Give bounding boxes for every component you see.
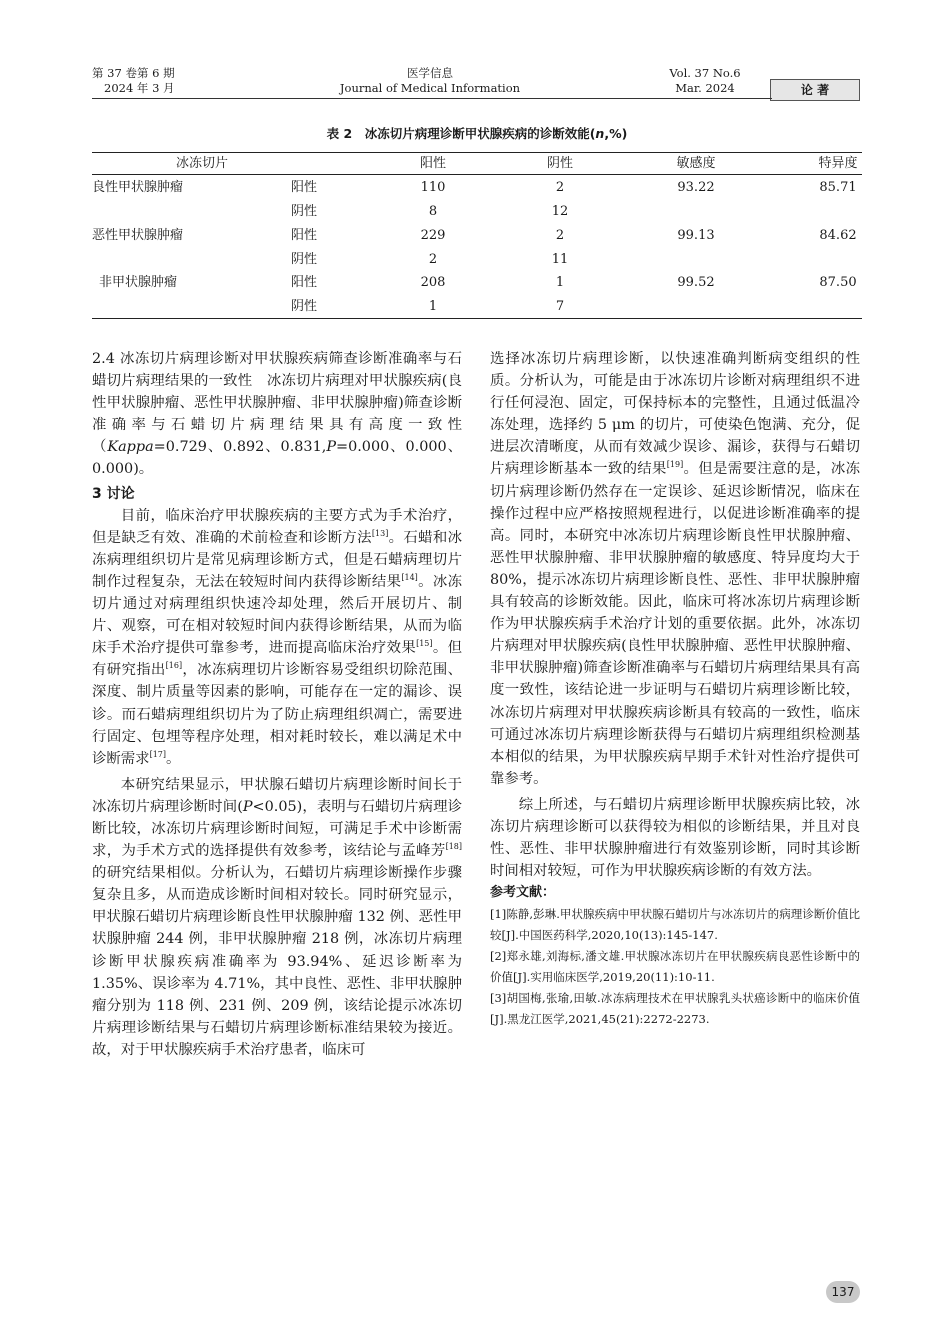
discussion-paragraph-2: 本研究结果显示，甲状腺石蜡切片病理诊断时间长于冰冻切片病理诊断时间(P<0.05)，表明与石蜡切片病理诊断比较，冰冻切片病理诊断时间短，可满足手术中诊断需求，为手术方式的选择提供有效参考，该结论与孟峰芳[18]的研究结果相似。分析认为，石蜡切片病理诊断操作步骤复杂且多，从而造成诊断时间相对较长。同时研究显示，甲状腺石蜡切片病理诊断良性甲状腺肿瘤 132 例、恶性甲状腺肿瘤 244 例，非甲状腺肿瘤 218 例，冰冻切片病理诊断甲状腺疾病准确率为 93.94%、延迟诊断率为 1.35%、误诊率为 4.71%，其中良性、恶性、非甲状腺肿瘤分别为 118 例、231 例、209 例，该结论提示冰冻切片病理诊断结果与石蜡切片病理诊断标准结果较为接近。故，对于甲状腺疾病手术治疗患者，临床可 [92, 776, 462, 1058]
table-cell-sensitivity: 99.52 [677, 275, 715, 290]
table-row-group-name: 非甲状腺肿瘤 [99, 275, 178, 290]
table-cell-specificity: 84.62 [819, 228, 857, 243]
table-header-rule [92, 174, 862, 175]
table-title: 表 2 冰冻切片病理诊断甲状腺疾病的诊断效能(n,%) [326, 126, 628, 141]
table-row-group-name: 恶性甲状腺肿瘤 [92, 228, 184, 243]
journal-name-cn: 医学信息 [407, 66, 453, 80]
journal-volume: 第 37 卷第 6 期 [92, 66, 175, 80]
table-cell: 12 [551, 204, 569, 219]
table-header-group: 冰冻切片 [176, 156, 229, 171]
table-bottom-rule [92, 318, 862, 319]
table-header-positive: 阳性 [419, 156, 447, 171]
table-cell-sensitivity: 99.13 [677, 228, 715, 243]
reference-item: [2]郑永雄,刘海标,潘文雄.甲状腺冰冻切片在甲状腺疾病良恶性诊断中的价值[J].实用临床医学,2019,20(11):10-11. [490, 949, 860, 985]
table-cell: 2 [428, 252, 438, 267]
references-heading: 参考文献： [490, 885, 556, 901]
table-cell: 8 [428, 204, 438, 219]
table-cell-specificity: 85.71 [819, 180, 857, 195]
conclusion-paragraph: 综上所述，与石蜡切片病理诊断甲状腺疾病比较，冰冻切片病理诊断可以获得较为相似的诊断结果，并且对良性、恶性、非甲状腺肿瘤进行有效鉴别诊断，同时其诊断时间相对较短，可作为甲状腺疾病诊断的有效方法。 [490, 796, 860, 880]
table-row-label: 阳性 [291, 275, 318, 290]
table-header-specificity: 特异度 [818, 156, 858, 171]
journal-volume-en: Vol. 37 No.6 [669, 66, 741, 80]
journal-date: 2024 年 3 月 [104, 81, 175, 95]
journal-date-en: Mar. 2024 [675, 81, 735, 95]
page-number: 137 [826, 1281, 860, 1303]
table-cell: 1 [555, 275, 565, 290]
journal-name-en: Journal of Medical Information [339, 81, 521, 95]
journal-issue-en [650, 66, 760, 96]
journal-issue [92, 66, 175, 96]
table-cell-specificity: 87.50 [819, 275, 857, 290]
table-cell: 1 [428, 299, 438, 314]
left-column [92, 348, 462, 1061]
reference-item: [3]胡国梅,张瑜,田敏.冰冻病理技术在甲状腺乳头状癌诊断中的临床价值[J].黑龙江医学,2021,45(21):2272-2273. [490, 991, 860, 1027]
table-row-label: 阴性 [291, 299, 318, 314]
table-row-label: 阴性 [291, 252, 318, 267]
table-row-label: 阳性 [291, 228, 318, 243]
table-cell: 229 [420, 228, 446, 243]
table-top-rule [92, 152, 862, 153]
table-cell-sensitivity: 93.22 [677, 180, 715, 195]
section-2-4: 2.4 冰冻切片病理诊断对甲状腺疾病筛查诊断准确率与石蜡切片病理结果的一致性 冰冻切片病理对甲状腺疾病(良性甲状腺肿瘤、恶性甲状腺肿瘤、非甲状腺肿瘤)筛查诊断准确率与石蜡切片病理结果具有高度一致性（Kappa=0.729、0.892、0.831,P=0.000、0.000、0.000)。 [92, 351, 462, 478]
table-cell: 2 [555, 228, 565, 243]
table-cell: 2 [555, 180, 565, 195]
table-cell: 11 [551, 252, 569, 267]
table-header-negative: 阴性 [546, 156, 574, 171]
table-header-sensitivity: 敏感度 [676, 156, 716, 171]
journal-name [330, 66, 530, 96]
section-badge: 论 著 [770, 79, 860, 101]
header-divider [92, 98, 772, 99]
reference-item: [1]陈静,彭琳.甲状腺疾病中甲状腺石蜡切片与冰冻切片的病理诊断价值比较[J].中国医药科学,2020,10(13):145-147. [490, 907, 860, 943]
table-cell: 7 [555, 299, 565, 314]
discussion-paragraph-1: 目前，临床治疗甲状腺疾病的主要方式为手术治疗，但是缺乏有效、准确的术前检查和诊断方法[13]。石蜡和冰冻病理组织切片是常见病理诊断方式，但是石蜡病理切片制作过程复杂，无法在较短时间内获得诊断结果[14]。冰冻切片通过对病理组织快速冷却处理，然后开展切片、制片、观察，可在相对较短时间内获得诊断结果，从而为临床手术治疗提供可靠参考，进而提高临床治疗效果[15]。但有研究指出[16]，冰冻病理切片诊断容易受组织切除范围、深度、制片质量等因素的影响，可能存在一定的漏诊、误诊。而石蜡病理组织切片为了防止病理组织凋亡，需要进行固定、包埋等程序处理，相对耗时较长，难以满足术中诊断需求[17]。 [92, 507, 462, 767]
table-row-group-name: 良性甲状腺肿瘤 [92, 180, 184, 195]
table-row-label: 阴性 [291, 204, 318, 219]
table-cell: 110 [420, 180, 446, 195]
table-row-label: 阳性 [291, 180, 318, 195]
right-column [490, 348, 860, 1030]
section-heading-discussion: 3 讨论 [92, 485, 135, 502]
discussion-paragraph-3: 选择冰冻切片病理诊断，以快速准确判断病变组织的性质。分析认为，可能是由于冰冻切片诊断对病理组织不进行任何浸泡、固定，可保持标本的完整性，且通过低温冷冻处理，选择约 5 μm 的切片，可使染色饱满、充分，促进层次清晰度，从而有效减少误诊、漏诊，获得与石蜡切片病理诊断基本一致的结果[19]。但是需要注意的是，冰冻切片病理诊断仍然存在一定误诊、延迟诊断情况，临床在操作过程中应严格按照规程进行，以促进诊断准确率的提高。同时，本研究中冰冻切片病理诊断良性甲状腺肿瘤、恶性甲状腺肿瘤、非甲状腺肿瘤的敏感度、特异度均大于 80%，提示冰冻切片病理诊断良性、恶性、非甲状腺肿瘤具有较高的诊断效能。因此，临床可将冰冻切片病理诊断作为甲状腺疾病手术治疗计划的重要依据。此外，冰冻切片病理对甲状腺疾病(良性甲状腺肿瘤、恶性甲状腺肿瘤、非甲状腺肿瘤)筛查诊断准确率与石蜡切片病理结果具有高度一致性，该结论进一步证明与石蜡切片病理诊断比较，冰冻切片病理对甲状腺疾病诊断具有较高的一致性，临床可通过冰冻切片病理诊断获得与石蜡切片病理组织检测基本相似的结果，为甲状腺疾病早期手术针对性治疗提供可靠参考。 [490, 351, 860, 787]
table-cell: 208 [420, 275, 446, 290]
